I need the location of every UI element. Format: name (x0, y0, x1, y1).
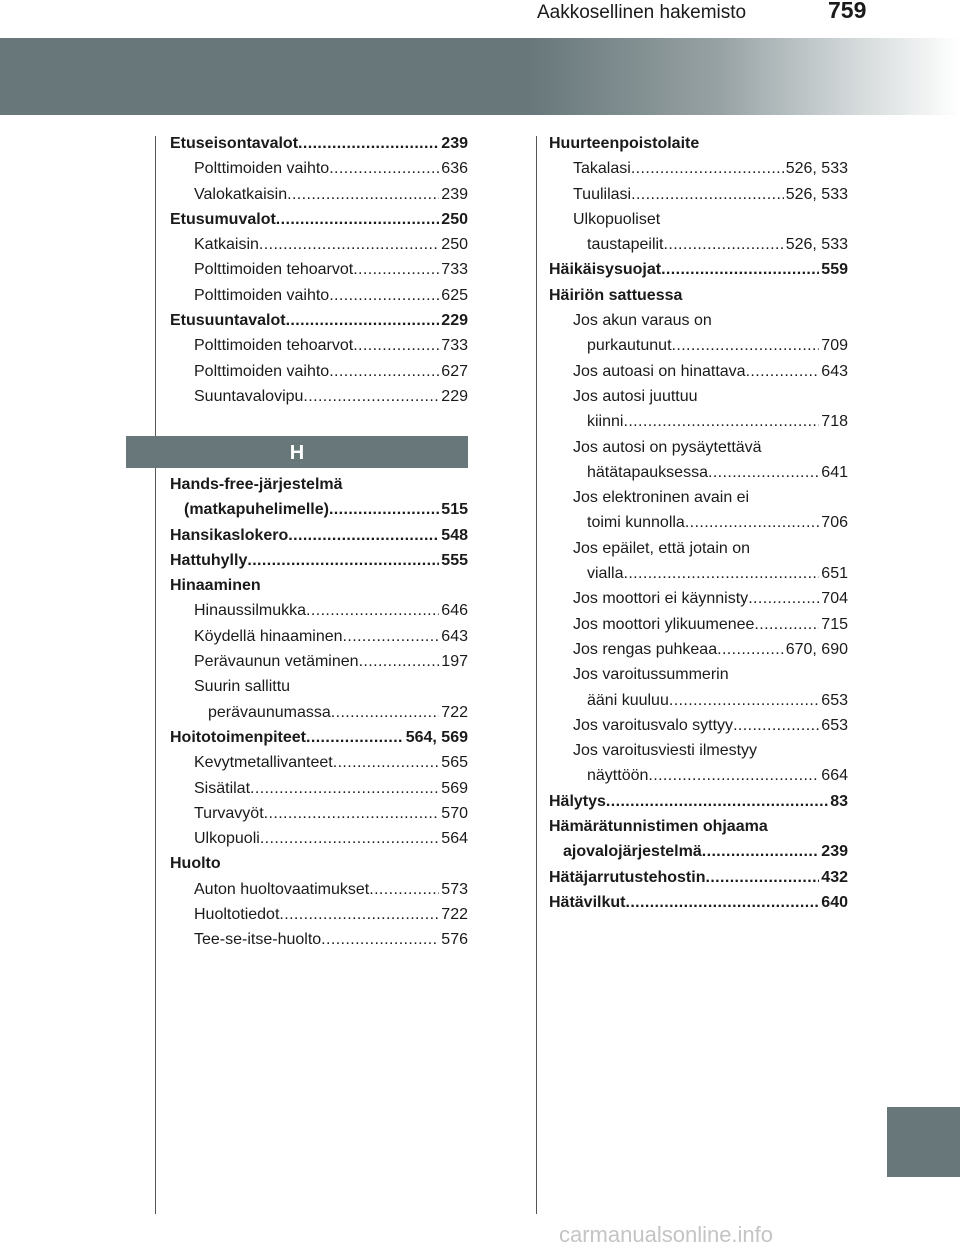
index-entry (549, 688, 848, 713)
index-term: Hinaussilmukka (194, 602, 307, 620)
index-term: Huoltotiedot (194, 906, 280, 924)
index-term: Tuulilasi (573, 185, 632, 203)
index-page-ref: 641 (821, 463, 848, 481)
index-term: vialla (587, 565, 624, 583)
dot-leader (353, 333, 439, 358)
index-term: Häiriön sattuessa (549, 286, 683, 304)
index-term: Hätäjarrutustehostin (549, 868, 706, 886)
dot-leader (369, 877, 439, 902)
dot-leader (623, 561, 819, 586)
index-entry (170, 700, 468, 725)
dot-leader (353, 257, 439, 282)
index-term: Auton huoltovaatimukset (194, 880, 370, 898)
index-term: Turvavyöt (194, 804, 264, 822)
column-divider-left (155, 136, 156, 1214)
dot-leader (669, 688, 819, 713)
dot-leader (331, 700, 440, 725)
index-term: Suurin sallittu (194, 678, 291, 696)
index-term: Polttimoiden tehoarvot (194, 337, 354, 355)
index-entry (549, 839, 848, 864)
index-page-ref: 576 (441, 931, 468, 949)
index-page-ref: 625 (441, 286, 468, 304)
index-entry (170, 598, 468, 623)
dot-leader (306, 725, 404, 750)
dot-leader (746, 359, 820, 384)
index-page-ref: 564 (441, 830, 468, 848)
dot-leader (606, 789, 828, 814)
index-entry (170, 927, 468, 952)
index-entry (549, 485, 848, 510)
dot-leader (287, 182, 439, 207)
index-page-ref: 651 (821, 565, 848, 583)
dot-leader (685, 510, 819, 535)
index-entry (170, 283, 468, 308)
index-term: Etusumuvalot (170, 210, 276, 228)
index-term: Etuseisontavalot (170, 135, 299, 152)
index-page-ref: 250 (441, 236, 468, 254)
dot-leader (329, 283, 439, 308)
index-term: Hansikaslokero (170, 526, 289, 544)
dot-leader (279, 902, 439, 927)
index-entry (549, 561, 848, 586)
dot-leader (333, 750, 440, 775)
dot-leader (708, 460, 819, 485)
index-term: ajovalojärjestelmä (563, 843, 702, 861)
index-term: Jos autosi on pysäytettävä (573, 438, 762, 456)
index-term: Polttimoiden vaihto (194, 160, 330, 178)
dot-leader (748, 586, 819, 611)
index-page-ref: 239 (821, 843, 848, 861)
index-entry (549, 460, 848, 485)
index-page-ref: 722 (441, 906, 468, 924)
dot-leader (648, 763, 819, 788)
index-page-ref: 526, 533 (785, 185, 848, 203)
index-entry (170, 649, 468, 674)
index-page-ref: 239 (441, 185, 468, 203)
index-entry (170, 359, 468, 384)
index-term: Perävaunun vetäminen (194, 653, 359, 671)
index-entry (170, 131, 468, 156)
index-entry (549, 814, 848, 839)
index-entry (170, 877, 468, 902)
index-page-ref: 569 (441, 779, 468, 797)
dot-leader (631, 156, 784, 181)
index-term: Jos moottori ei käynnisty (573, 590, 749, 608)
index-entry (549, 283, 848, 308)
dot-leader (321, 927, 439, 952)
index-page-ref: 250 (441, 210, 468, 228)
index-term: Hinaaminen (170, 577, 261, 595)
index-entry (549, 359, 848, 384)
index-entry (549, 890, 848, 915)
index-entry (549, 257, 848, 282)
index-entry (549, 308, 848, 333)
index-page-ref: 643 (821, 362, 848, 380)
index-entry (170, 497, 468, 522)
index-term: Polttimoiden tehoarvot (194, 261, 354, 279)
index-term: Polttimoiden vaihto (194, 362, 330, 380)
index-page-ref: 197 (441, 653, 468, 671)
index-term: Hälytys (549, 792, 606, 810)
index-term: purkautunut (587, 337, 672, 355)
index-term: Takalasi (573, 160, 631, 178)
header-banner (0, 38, 960, 115)
index-entry (549, 409, 848, 434)
dot-leader (754, 612, 819, 637)
index-entry (549, 789, 848, 814)
index-page-ref: 653 (821, 716, 848, 734)
header-strip (0, 0, 960, 31)
index-column-right (549, 131, 848, 915)
dot-leader (247, 548, 439, 573)
dot-leader (359, 649, 440, 674)
index-entry (170, 674, 468, 699)
dot-leader (625, 890, 819, 915)
index-term: Polttimoiden vaihto (194, 286, 330, 304)
index-entry (170, 523, 468, 548)
dot-leader (631, 182, 784, 207)
dot-leader (672, 333, 820, 358)
index-term: Häikäisysuojat (549, 261, 662, 279)
index-term: Jos moottori ylikuumenee (573, 615, 755, 633)
index-page-ref: 706 (821, 514, 848, 532)
index-term: Huolto (170, 855, 221, 873)
index-page-ref: 570 (441, 804, 468, 822)
dot-leader (664, 232, 784, 257)
dot-leader (303, 384, 439, 409)
index-term: ääni kuuluu (587, 691, 669, 709)
index-entry (170, 776, 468, 801)
dot-leader (623, 409, 819, 434)
index-term: Jos varoitusviesti ilmestyy (573, 742, 758, 760)
dot-leader (702, 839, 820, 864)
index-entry (549, 207, 848, 232)
index-term: Hämärätunnistimen ohjaama (549, 818, 768, 836)
index-page-ref: 670, 690 (785, 640, 848, 658)
index-entry (170, 851, 468, 876)
dot-leader (250, 776, 439, 801)
index-term: Jos autosi juuttuu (573, 387, 698, 405)
index-page-ref: 664 (821, 767, 848, 785)
index-entry (170, 207, 468, 232)
index-page-ref: 646 (441, 602, 468, 620)
index-term: Valokatkaisin (194, 185, 288, 203)
index-entry (170, 548, 468, 573)
index-term: Jos elektroninen avain ei (573, 489, 750, 507)
index-entry (549, 182, 848, 207)
index-entry (549, 612, 848, 637)
index-entry (170, 384, 468, 409)
index-page-ref: 229 (441, 387, 468, 405)
section-title: Aakkosellinen hakemisto (537, 2, 747, 23)
index-entry (549, 586, 848, 611)
index-term: Köydellä hinaaminen (194, 627, 343, 645)
index-term: Jos autoasi on hinattava (573, 362, 746, 380)
dot-leader (298, 131, 439, 156)
index-page-ref: 564, 569 (405, 728, 468, 746)
index-page-ref: 653 (821, 691, 848, 709)
index-term: hätätapauksessa (587, 463, 708, 481)
dot-leader (329, 359, 439, 384)
index-term: Jos akun varaus on (573, 312, 712, 330)
index-page-ref: 733 (441, 337, 468, 355)
index-entry (170, 472, 468, 497)
index-entry (170, 750, 468, 775)
dot-leader (286, 308, 440, 333)
index-entry (549, 131, 848, 156)
index-entry (549, 763, 848, 788)
watermark: carmanualsonline.info (559, 1222, 774, 1247)
index-entry (170, 725, 468, 750)
index-term: Jos varoitusvalo syttyy (573, 716, 734, 734)
index-page-ref: 643 (441, 627, 468, 645)
dot-leader (329, 497, 439, 522)
dot-leader (717, 637, 784, 662)
index-entry (170, 801, 468, 826)
index-page-ref: 548 (441, 526, 468, 544)
dot-leader (276, 207, 440, 232)
index-term: Jos varoitussummerin (573, 666, 729, 684)
index-term: kiinni (587, 413, 624, 431)
index-entry (170, 182, 468, 207)
dot-leader (329, 156, 439, 181)
index-entry (549, 637, 848, 662)
index-term: Suuntavalovipu (194, 387, 304, 405)
index-term: Etusuuntavalot (170, 312, 286, 330)
dot-leader (306, 598, 439, 623)
index-column-left-top (170, 131, 468, 409)
index-entry (549, 662, 848, 687)
dot-leader (259, 232, 439, 257)
index-page-ref: 559 (821, 261, 848, 279)
index-term: Kevytmetallivanteet (194, 754, 333, 772)
index-entry (170, 156, 468, 181)
index-entry (549, 865, 848, 890)
index-page-ref: 83 (830, 792, 848, 810)
index-page-ref: 733 (441, 261, 468, 279)
index-entry (170, 257, 468, 282)
index-term: Hoitotoimenpiteet (170, 728, 306, 746)
index-page-ref: 432 (821, 868, 848, 886)
index-entry (549, 536, 848, 561)
index-term: Huurteenpoistolaite (549, 135, 700, 152)
index-page-ref: 555 (441, 551, 468, 569)
index-entry (170, 902, 468, 927)
index-term: Ulkopuoliset (573, 210, 661, 228)
index-entry (549, 232, 848, 257)
index-entry (170, 573, 468, 598)
index-page-ref: 627 (441, 362, 468, 380)
index-entry (549, 435, 848, 460)
section-letter-header: H (126, 436, 468, 468)
index-page-ref: 573 (441, 880, 468, 898)
index-column-left-bottom (170, 472, 468, 953)
index-page-ref: 229 (441, 312, 468, 330)
dot-leader (661, 257, 819, 282)
index-page-ref: 709 (821, 337, 848, 355)
dot-leader (343, 624, 440, 649)
index-entry (170, 333, 468, 358)
index-entry (170, 826, 468, 851)
dot-leader (288, 523, 439, 548)
index-term: Tee-se-itse-huolto (194, 931, 322, 949)
index-page-ref: 640 (821, 893, 848, 911)
index-page-ref: 526, 533 (785, 160, 848, 178)
index-term: Sisätilat (194, 779, 251, 797)
index-page-ref: 722 (441, 703, 468, 721)
index-term: perävaunumassa (208, 703, 331, 721)
index-entry (170, 232, 468, 257)
index-term: näyttöön (587, 767, 649, 785)
index-term: taustapeilit (587, 236, 664, 254)
index-term: (matkapuhelimelle) (184, 501, 329, 519)
index-term: Ulkopuoli (194, 830, 260, 848)
chapter-thumb-tab (887, 1107, 960, 1177)
index-page-ref: 239 (441, 135, 468, 152)
page-number: 759 (828, 0, 867, 23)
index-entry (549, 738, 848, 763)
dot-leader (260, 826, 439, 851)
index-term: toimi kunnolla (587, 514, 685, 532)
index-entry (549, 713, 848, 738)
index-page-ref: 704 (821, 590, 848, 608)
index-page-ref: 715 (821, 615, 848, 633)
index-term: Hands-free-järjestelmä (170, 476, 343, 493)
index-page-ref: 515 (441, 501, 468, 519)
index-page-ref: 565 (441, 754, 468, 772)
index-entry (549, 333, 848, 358)
index-entry (549, 384, 848, 409)
index-term: Jos rengas puhkeaa (573, 640, 718, 658)
dot-leader (264, 801, 440, 826)
index-entry (170, 308, 468, 333)
index-entry (549, 156, 848, 181)
dot-leader (733, 713, 819, 738)
index-term: Hattuhylly (170, 551, 248, 569)
column-divider-right (536, 136, 537, 1214)
index-entry (549, 510, 848, 535)
index-entry (170, 624, 468, 649)
index-term: Jos epäilet, että jotain on (573, 539, 751, 557)
index-term: Hätävilkut (549, 893, 626, 911)
dot-leader (705, 865, 819, 890)
index-page-ref: 718 (821, 413, 848, 431)
index-page-ref: 636 (441, 160, 468, 178)
index-page-ref: 526, 533 (785, 236, 848, 254)
index-term: Katkaisin (194, 236, 259, 254)
